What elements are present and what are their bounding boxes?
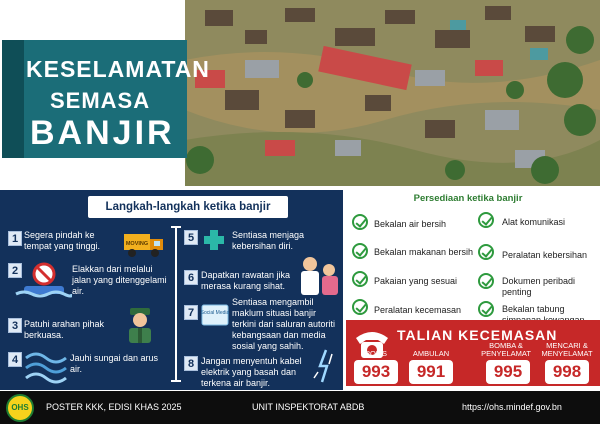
hotline-label-ambulance: AMBULAN (412, 349, 450, 358)
flood-steps-heading: Langkah-langkah ketika banjir (88, 196, 288, 218)
logo-text: OHS (11, 403, 29, 412)
title-accent (2, 40, 24, 158)
step-number-3: 3 (8, 318, 22, 333)
preparation-heading: Persediaan ketika banjir (413, 193, 523, 204)
moving-truck-icon (122, 228, 166, 258)
check-icon (478, 273, 494, 289)
step-text-5: Sentiasa menjaga kebersihan diri. (232, 230, 305, 251)
social-media-icon (200, 303, 230, 329)
prep-item-3: Bekalan makanan bersih (374, 247, 474, 257)
check-icon (352, 299, 368, 315)
step-text-2: Elakkan dari melalui jalan yang ditenggelami air. (72, 264, 167, 296)
officer-icon (124, 306, 156, 344)
step-text-4: Jauhi sungai dan arus air. (70, 353, 159, 374)
prep-item-1: Bekalan air bersih (374, 219, 447, 229)
check-icon (478, 301, 494, 317)
step-text-1: Segera pindah ke tempat yang tinggi. (24, 230, 101, 251)
check-icon (352, 271, 368, 287)
truck-label: MOVING (125, 241, 149, 247)
hotline-number-search-rescue: 998 (545, 360, 589, 384)
step-number-8: 8 (184, 356, 198, 371)
step-number-5: 5 (184, 230, 198, 245)
prep-item-2: Alat komunikasi (502, 217, 566, 227)
check-icon (352, 214, 368, 230)
footer-unit: UNIT INSPEKTORAT ABDB (252, 402, 365, 412)
hotline-label-police: POLIS (364, 349, 388, 358)
social-media-label: Social Media (200, 310, 230, 316)
timeline-line (175, 226, 177, 382)
medical-cross-icon (202, 228, 228, 254)
step-text-8: Jangan menyentuh kabel elektrik yang basah dan terkena air banjir. (201, 356, 302, 388)
step-text-7: Sentiasa mengambil maklum situasi banjir terkini dari saluran autoriti kebangsaan dan media sosial yang sahih. (232, 297, 336, 351)
ohs-logo (6, 394, 34, 422)
prep-item-4: Peralatan kebersihan (502, 250, 588, 260)
footer-edition: POSTER KKK, EDISI KHAS 2025 (46, 402, 182, 412)
check-icon (478, 212, 494, 228)
hotline-number-police: 993 (354, 360, 398, 384)
flooded-car-icon (14, 262, 72, 298)
prep-item-5: Pakaian yang sesuai (374, 276, 458, 286)
prep-item-7: Peralatan kecemasan (374, 305, 462, 315)
hotline-number-ambulance: 991 (409, 360, 453, 384)
electric-cable-icon (312, 348, 342, 386)
check-icon (352, 243, 368, 259)
step-number-2: 2 (8, 263, 22, 278)
timeline-cap-bottom (171, 380, 181, 382)
step-number-1: 1 (8, 231, 22, 246)
step-number-6: 6 (184, 270, 198, 285)
prep-item-8: Bekalan tabung (502, 304, 565, 314)
step-text-6: Dapatkan rawatan jika merasa kurang sihat. (201, 270, 291, 291)
title-line-2: SEMASA (50, 88, 151, 113)
step-text-3: Patuhi arahan pihak berkuasa. (24, 319, 105, 340)
hotline-number-fire: 995 (486, 360, 530, 384)
timeline-cap-top (171, 226, 181, 228)
title-line-3: BANJIR (30, 114, 175, 152)
flood-scene-illustration (185, 0, 600, 186)
river-current-icon (24, 348, 68, 384)
doctor-patient-icon (296, 254, 342, 298)
check-icon (478, 244, 494, 260)
step-number-4: 4 (8, 352, 22, 367)
hotline-title: TALIAN KECEMASAN (397, 327, 558, 343)
prep-item-6: Dokumen peribadi penting (502, 276, 576, 297)
step-number-7: 7 (184, 305, 198, 320)
footer-url[interactable]: https://ohs.mindef.gov.bn (462, 402, 562, 412)
hotline-label-fire: BOMBA & PENYELAMAT (481, 341, 531, 358)
hotline-label-search-rescue: MENCARI & MENYELAMAT (541, 341, 593, 358)
title-line-1: KESELAMATAN (26, 56, 210, 82)
flood-aerial-image (185, 0, 600, 186)
